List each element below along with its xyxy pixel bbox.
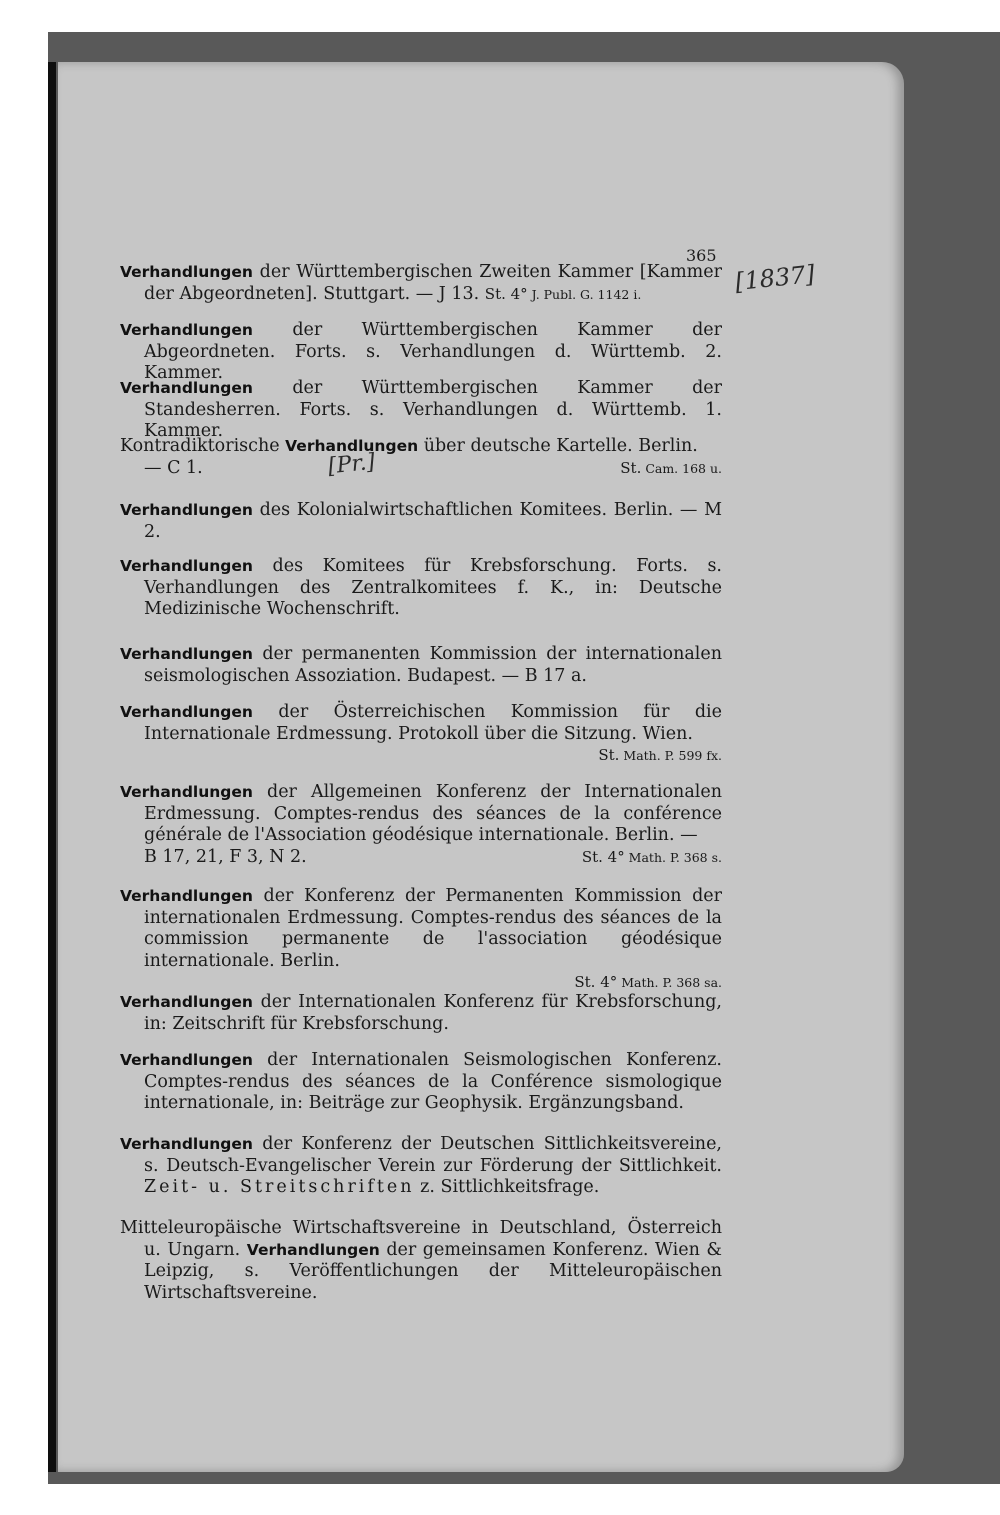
entry [120, 782, 722, 868]
handwritten-scribble-icon: [Pr.] [326, 449, 377, 480]
entry-keyword: Verhandlungen [120, 645, 253, 663]
entry-text: der Württembergischen Kammer der Standesherren. Forts. s. Verhandlungen d. Württemb. 1. Kammer. [144, 378, 722, 441]
entry-prefix: Kontradiktorische [120, 436, 286, 456]
shelfmark: St. 4° Math. P. 368 sa. [574, 973, 722, 991]
entry-footer [120, 972, 722, 994]
entry-prefix: Mitteleuropäische Wirtschaftsvereine in Deutschland, Österreich u. Ungarn. [120, 1218, 722, 1260]
book-spine-edge [48, 62, 56, 1472]
entry [120, 436, 722, 479]
entry-keyword: Verhandlungen [120, 887, 253, 905]
entry [120, 320, 722, 385]
entry-text: der Allgemeinen Konferenz der Internationalen Erdmessung. Comptes-rendus des séances de la conférence générale de l'Association géodésique internationale. Berlin. — [144, 782, 722, 845]
entry [120, 1218, 722, 1304]
entry-text: der permanenten Kommission der internationalen seismologischen Assoziation. Budapest. — B 17 a. [144, 644, 722, 686]
page-number: 365 [686, 246, 717, 265]
entry-series: Zeit- u. Streitschriften [144, 1177, 415, 1197]
entry-text: der Württembergischen Kammer der Abgeordneten. Forts. s. Verhandlungen d. Württemb. 2. Kammer. [144, 320, 722, 383]
entry-text: der Württembergischen Zweiten Kammer [Kammer der Abgeordneten]. Stuttgart. — J 13. [144, 262, 722, 304]
entry [120, 556, 722, 621]
entry-footer [120, 847, 722, 869]
handwritten-note-icon: [1837] [733, 259, 817, 297]
entry-keyword: Verhandlungen [120, 783, 253, 801]
entry-location: — C 1. [144, 457, 203, 478]
entry-keyword: Verhandlungen [120, 263, 253, 281]
entry-keyword: Verhandlungen [120, 557, 253, 575]
shelfmark: St. 4° J. Publ. G. 1142 i. [484, 284, 642, 303]
entry-keyword: Verhandlungen [285, 437, 419, 455]
entry-text: über deutsche Kartelle. Berlin. [418, 436, 698, 456]
entry-location: B 17, 21, F 3, N 2. [144, 846, 307, 867]
entry-text: der Konferenz der Permanenten Kommission der internationalen Erdmessung. Comptes-rendus des séances de la commission permanente de l'association géodésique internationale. Berlin. [144, 886, 722, 971]
entry-text: des Kolonialwirtschaftlichen Komitees. Berlin. — M 2. [144, 500, 722, 542]
entry-text: der Internationalen Seismologischen Konferenz. Comptes-rendus des séances de la Conférence sismologique internationale, in: Beiträge zur Geophysik. Ergänzungsband. [144, 1050, 722, 1113]
entry-keyword: Verhandlungen [120, 379, 253, 397]
entry-keyword: Verhandlungen [120, 703, 253, 721]
entry [120, 886, 722, 994]
entry-footer [120, 458, 722, 480]
entry-keyword: Verhandlungen [246, 1240, 380, 1259]
entry [120, 500, 722, 543]
entry-text-tail: z. Sittlichkeitsfrage. [414, 1177, 600, 1197]
entry [120, 992, 722, 1035]
entry-text: der Österreichischen Kommission für die Internationale Erdmessung. Protokoll über die Sitzung. Wien. [144, 702, 722, 744]
shelfmark: St. Cam. 168 u. [620, 458, 722, 477]
entry-text: der gemeinsamen Konferenz. Wien & Leipzig, s. Veröffentlichungen der Mitteleuropäischen Wirtschaftsvereine. [144, 1239, 722, 1303]
entry-keyword: Verhandlungen [120, 993, 253, 1011]
entry [120, 702, 722, 767]
entry-text: der Konferenz der Deutschen Sittlichkeitsvereine, s. Deutsch-Evangelischer Verein zur Förderung der Sittlichkeit. [144, 1134, 722, 1176]
entry-footer [120, 745, 722, 767]
entry [120, 378, 722, 443]
shelfmark: St. 4° Math. P. 368 s. [581, 847, 722, 866]
entry-text: des Komitees für Krebsforschung. Forts. s. Verhandlungen des Zentralkomitees f. K., in: Deutsche Medizinische Wochenschrift. [144, 556, 722, 619]
entry-text: der Internationalen Konferenz für Krebsforschung, in: Zeitschrift für Krebsforschung. [144, 992, 722, 1034]
entry [120, 262, 722, 305]
entry-keyword: Verhandlungen [120, 501, 253, 519]
shelfmark: St. Math. P. 599 fx. [598, 746, 722, 764]
entry [120, 1134, 722, 1199]
entry-keyword: Verhandlungen [120, 1135, 253, 1153]
entry-keyword: Verhandlungen [120, 321, 253, 339]
entry [120, 1050, 722, 1115]
entry [120, 644, 722, 687]
entry-keyword: Verhandlungen [120, 1051, 253, 1069]
